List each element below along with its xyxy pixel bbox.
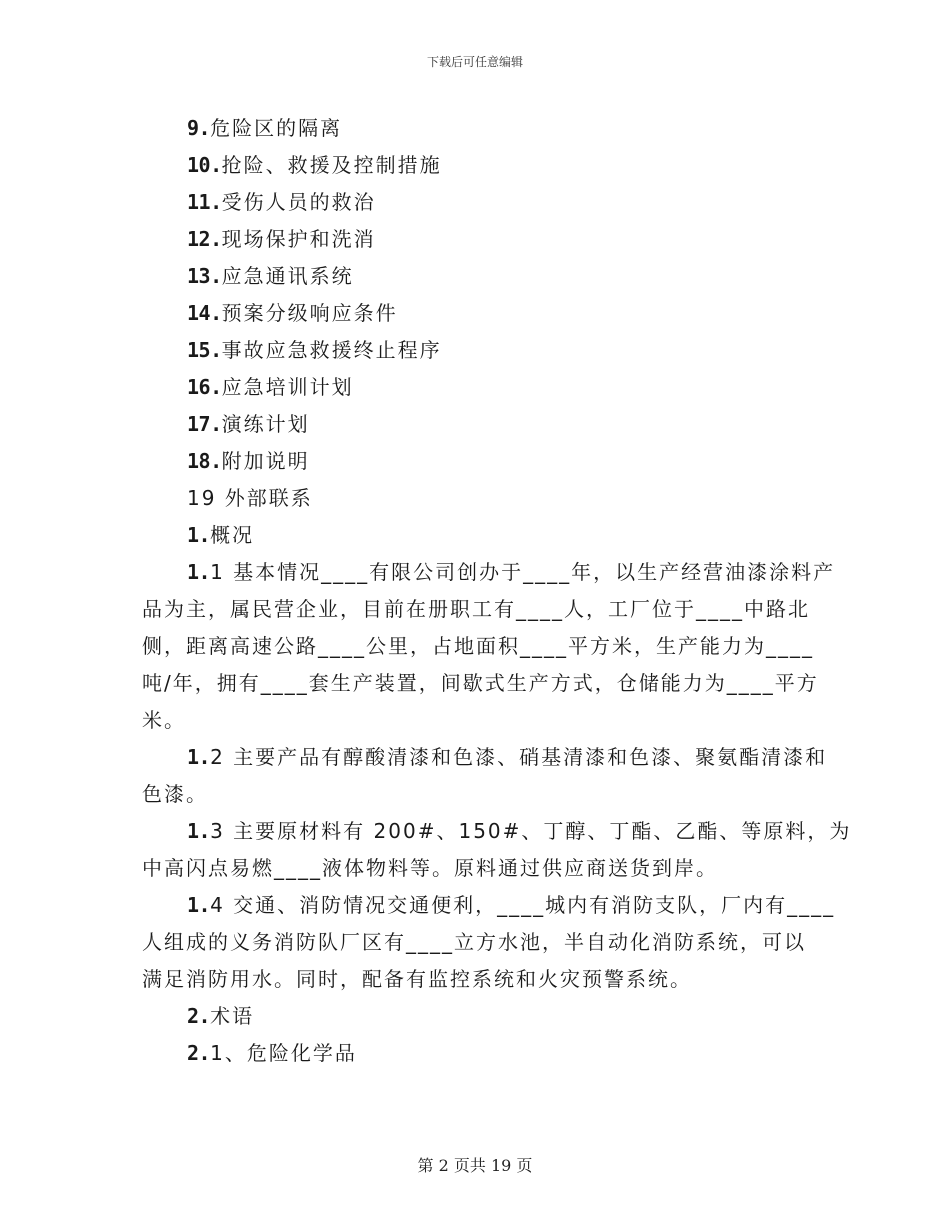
para-1-1-line-1: 1.1 基本情况____有限公司创办于____年，以生产经营油漆涂料产 bbox=[187, 560, 836, 584]
toc-item-11: 11.受伤人员的救治 bbox=[187, 190, 376, 214]
para-1-1-line-5: 米。 bbox=[142, 708, 186, 732]
document-body bbox=[142, 110, 852, 1072]
toc-item-15: 15.事故应急救援终止程序 bbox=[187, 338, 442, 362]
para-1-4-line-1: 1.4 交通、消防情况交通便利，____城内有消防支队，厂内有____ bbox=[187, 893, 836, 917]
section-2-1-item: 2.1、危险化学品 bbox=[187, 1041, 357, 1065]
para-1-1-line-2: 品为主，属民营企业，目前在册职工有____人，工厂位于____中路北 bbox=[142, 597, 810, 621]
para-1-2-line-1: 1.2 主要产品有醇酸清漆和色漆、硝基清漆和色漆、聚氨酯清漆和 bbox=[187, 745, 828, 769]
toc-item-9: 9.危险区的隔离 bbox=[187, 116, 343, 140]
para-1-1-line-3: 侧，距离高速公路____公里，占地面积____平方米，生产能力为____ bbox=[142, 634, 814, 658]
toc-item-19: 19 外部联系 bbox=[187, 486, 313, 510]
toc-item-13: 13.应急通讯系统 bbox=[187, 264, 354, 288]
toc-item-17: 17.演练计划 bbox=[187, 412, 310, 436]
toc-item-16: 16.应急培训计划 bbox=[187, 375, 354, 399]
para-1-4-line-2: 人组成的义务消防队厂区有____立方水池，半自动化消防系统，可以 bbox=[142, 930, 806, 954]
toc-item-18: 18.附加说明 bbox=[187, 449, 310, 473]
page-footer: 第 2 页共 19 页 bbox=[417, 1156, 533, 1175]
toc-item-12: 12.现场保护和洗消 bbox=[187, 227, 376, 251]
para-1-3-line-2: 中高闪点易燃____液体物料等。原料通过供应商送货到岸。 bbox=[142, 856, 718, 880]
para-1-2-line-2: 色漆。 bbox=[142, 782, 208, 806]
section-2-heading: 2.术语 bbox=[187, 1004, 255, 1028]
toc-item-14: 14.预案分级响应条件 bbox=[187, 301, 398, 325]
para-1-4-line-3: 满足消防用水。同时，配备有监控系统和火灾预警系统。 bbox=[142, 967, 692, 991]
toc-item-10: 10.抢险、救援及控制措施 bbox=[187, 153, 442, 177]
section-1-heading: 1.概况 bbox=[187, 523, 255, 547]
page-header: 下载后可任意编辑 bbox=[426, 55, 523, 69]
para-1-3-line-1: 1.3 主要原材料有 200#、150#、丁醇、丁酯、乙酯、等原料，为 bbox=[187, 819, 852, 843]
para-1-1-line-4: 吨/年，拥有____套生产装置，间歇式生产方式，仓储能力为____平方 bbox=[142, 671, 819, 695]
